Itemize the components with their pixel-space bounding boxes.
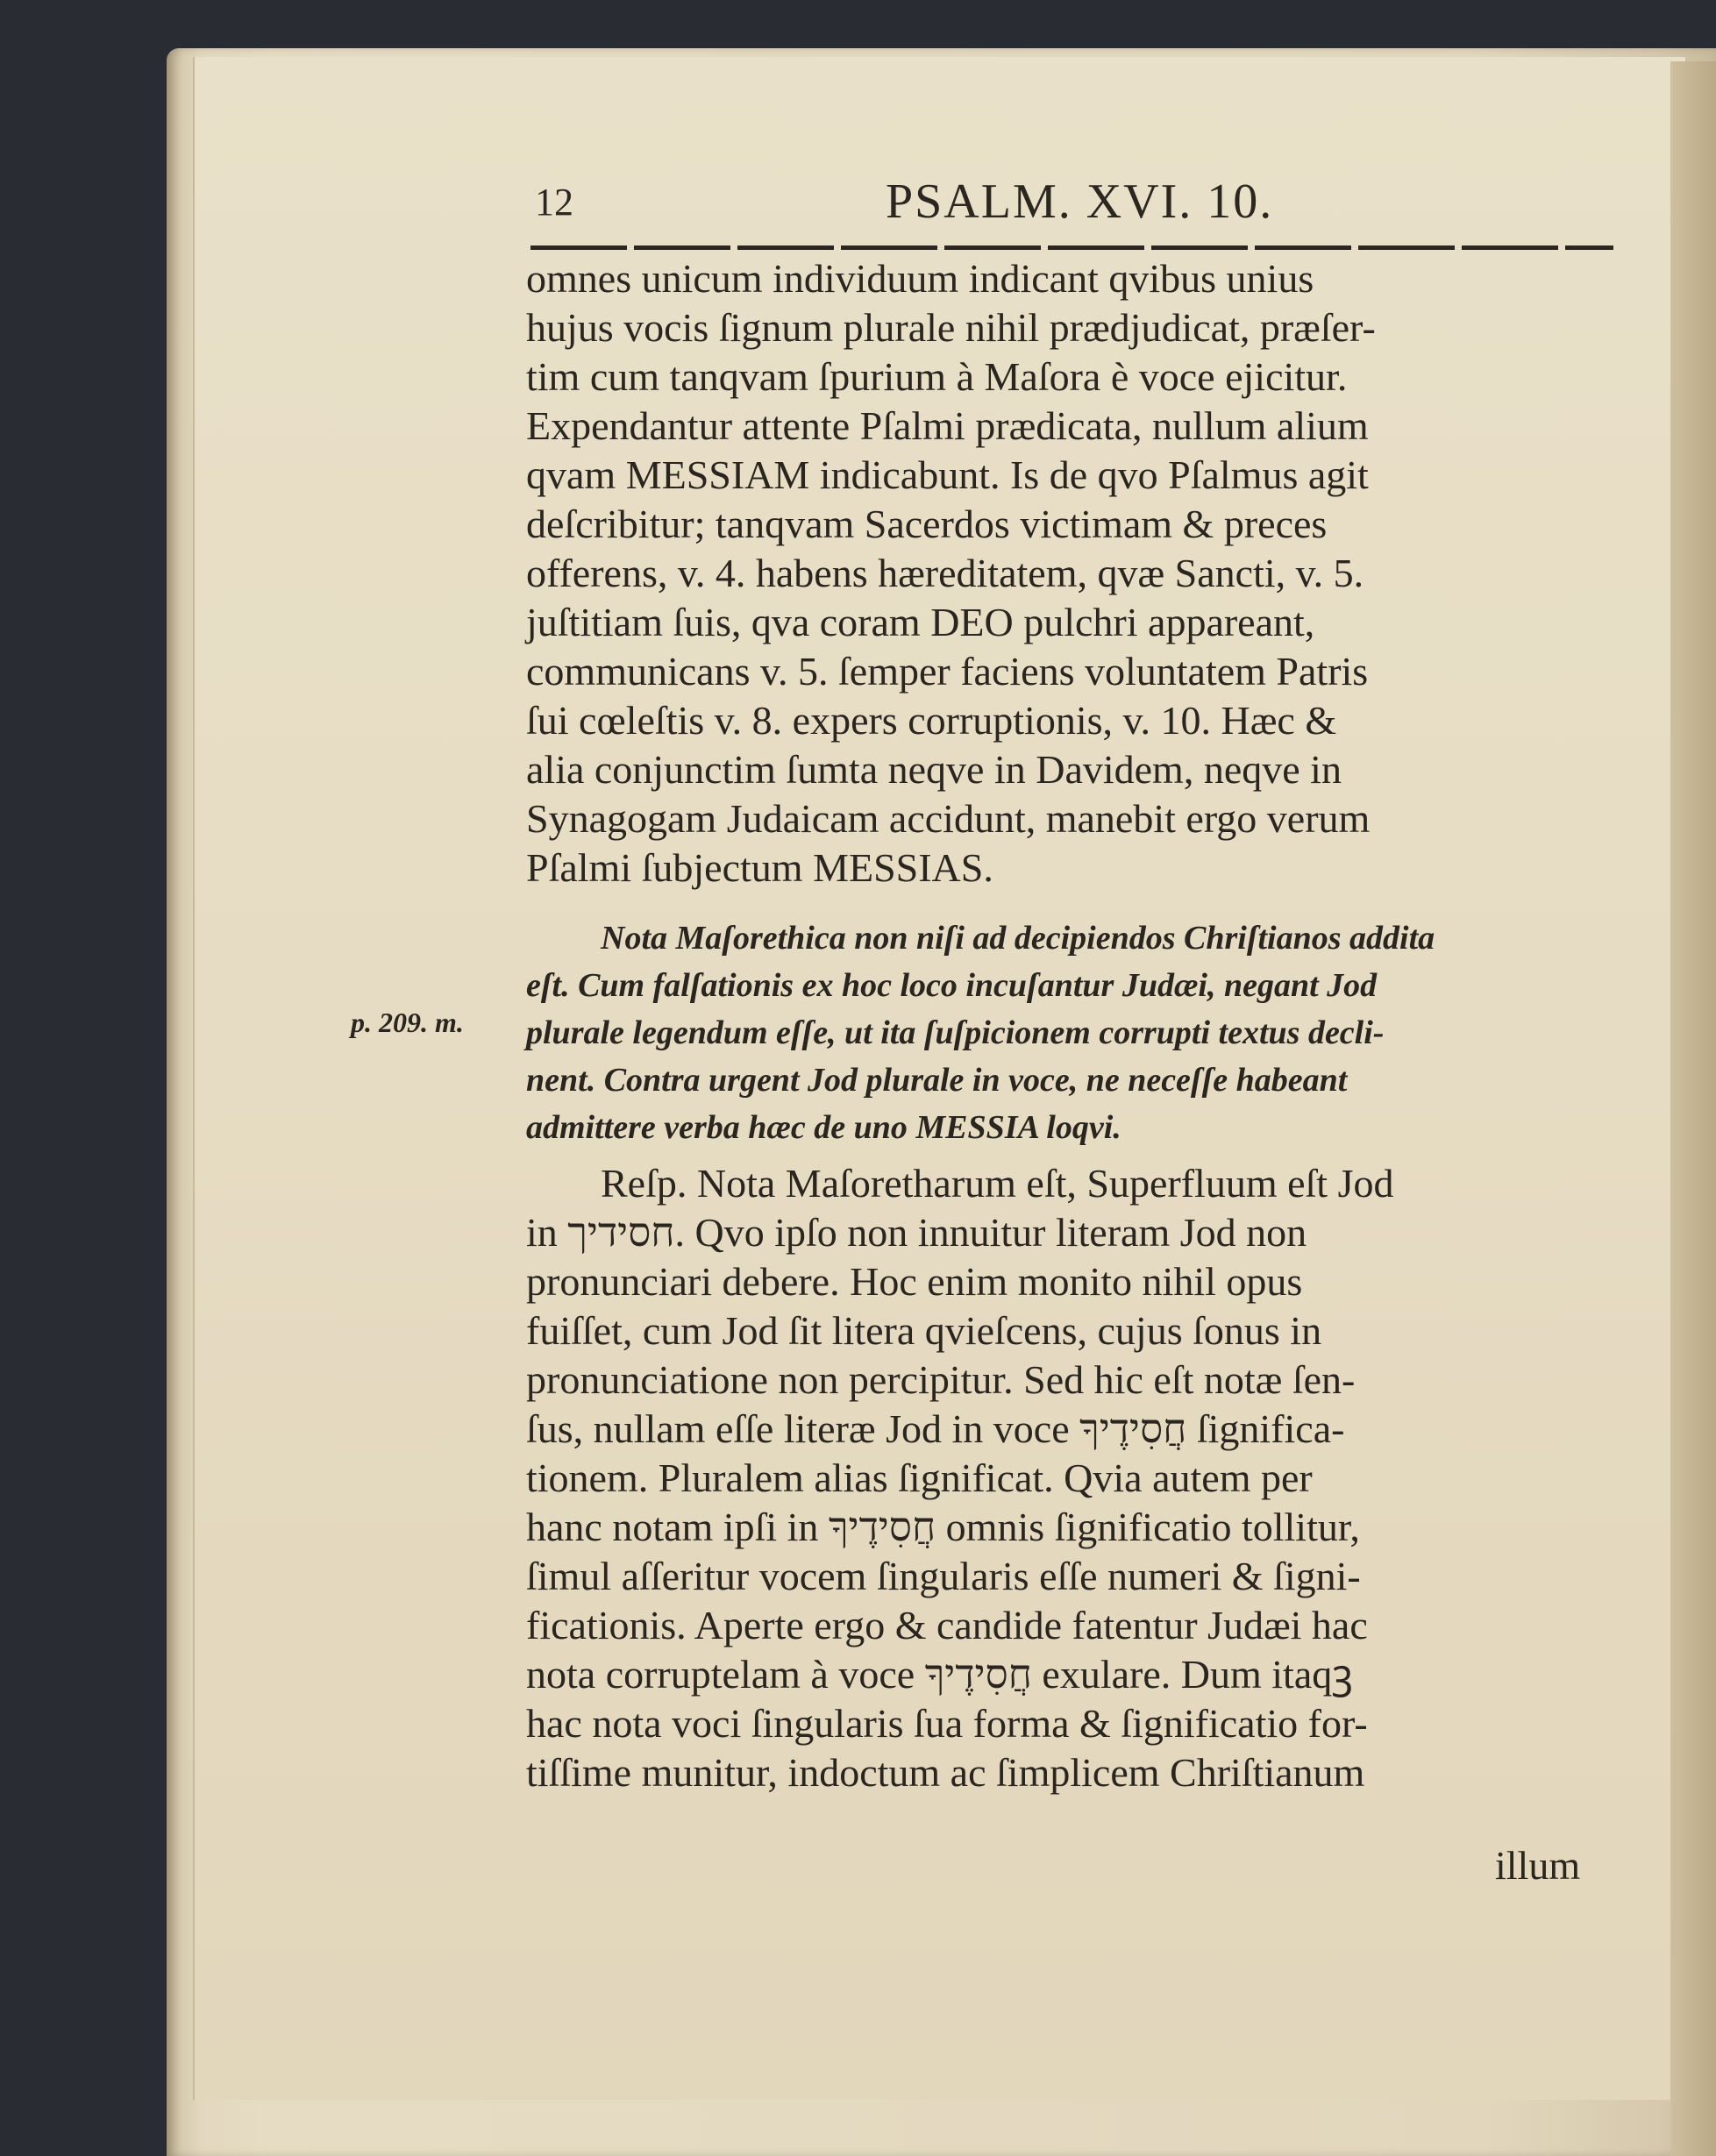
response-line: pronunciari debere. Hoc enim monito nihil opus — [526, 1259, 1303, 1304]
response-line: hanc notam ipſi in חֲסִידֶיךָ omnis ſignificatio tollitur, — [526, 1505, 1360, 1549]
text-line: communicans v. 5. ſemper faciens voluntatem Patris — [526, 649, 1369, 694]
page-number: 12 — [535, 181, 573, 224]
note-line: admittere verba hæc de uno MESSIA loqvi. — [526, 1109, 1121, 1146]
response-line: fuiſſet, cum Jod ſit litera qvieſcens, cujus ſonus in — [526, 1308, 1322, 1353]
note-line: Nota Maſorethica non niſi ad decipiendos Chriſtianos addita — [601, 920, 1435, 957]
response-line: hac nota voci ſingularis ſua forma & ſignificatio for- — [526, 1701, 1368, 1746]
note-line: eſt. Cum falſationis ex hoc loco incuſantur Judæi, negant Jod — [526, 967, 1378, 1004]
margin-reference: p. 209. m. — [351, 1007, 464, 1038]
text-line: tim cum tanqvam ſpurium à Maſora è voce ejicitur. — [526, 354, 1348, 399]
response-line: pronunciatione non percipitur. Sed hic eſt notæ ſen- — [526, 1357, 1356, 1402]
header-rule — [530, 245, 1613, 250]
text-line: Expendantur attente Pſalmi prædicata, nullum alium — [526, 403, 1369, 448]
response-line: tionem. Pluralem alias ſignificat. Qvia autem per — [526, 1455, 1313, 1500]
response-line: nota corruptelam à voce חֲסִידֶיךָ exulare. Dum itaqꝫ — [526, 1652, 1353, 1697]
response-line: ficationis. Aperte ergo & candide fatentur Judæi hac — [526, 1603, 1368, 1647]
response-line: ſimul aſſeritur vocem ſingularis eſſe numeri & ſigni- — [526, 1554, 1361, 1598]
right-page-edge — [1670, 61, 1716, 2156]
text-line: offerens, v. 4. habens hæreditatem, qvæ Sancti, v. 5. — [526, 551, 1364, 595]
text-line: ſui cœleſtis v. 8. expers corruptionis, v. 10. Hæc & — [526, 698, 1337, 743]
text-line: qvam MESSIAM indicabunt. Is de qvo Pſalmus agit — [526, 452, 1369, 497]
response-line: Reſp. Nota Maſoretharum eſt, Superfluum eſt Jod — [601, 1161, 1394, 1206]
running-head: PSALM. XVI. 10. — [886, 174, 1274, 229]
response-line: tiſſime munitur, indoctum ac ſimplicem Chriſtianum — [526, 1750, 1365, 1795]
text-line: hujus vocis ſignum plurale nihil prædjudicat, præſer- — [526, 305, 1376, 350]
text-line: deſcribitur; tanqvam Sacerdos victimam & preces — [526, 502, 1328, 546]
response-line: ſus, nullam eſſe literæ Jod in voce חֲסִידֶיךָ ſignifica- — [526, 1406, 1345, 1451]
response-line: in חסידיך. Qvo ipſo non innuitur literam Jod non — [526, 1210, 1307, 1255]
note-line: nent. Contra urgent Jod plurale in voce, ne neceſſe habeant — [526, 1062, 1348, 1099]
note-line: plurale legendum eſſe, ut ita ſuſpicionem corrupti textus decli- — [526, 1014, 1385, 1051]
text-line: omnes unicum individuum indicant qvibus unius — [526, 256, 1314, 301]
text-line: Synagogam Judaicam accidunt, manebit ergo verum — [526, 796, 1371, 841]
text-line: alia conjunctim ſumta neqve in Davidem, neqve in — [526, 747, 1342, 792]
text-line: Pſalmi ſubjectum MESSIAS. — [526, 845, 993, 890]
catchword: illum — [1495, 1843, 1581, 1888]
text-line: juſtitiam ſuis, qva coram DEO pulchri appareant, — [526, 600, 1315, 644]
